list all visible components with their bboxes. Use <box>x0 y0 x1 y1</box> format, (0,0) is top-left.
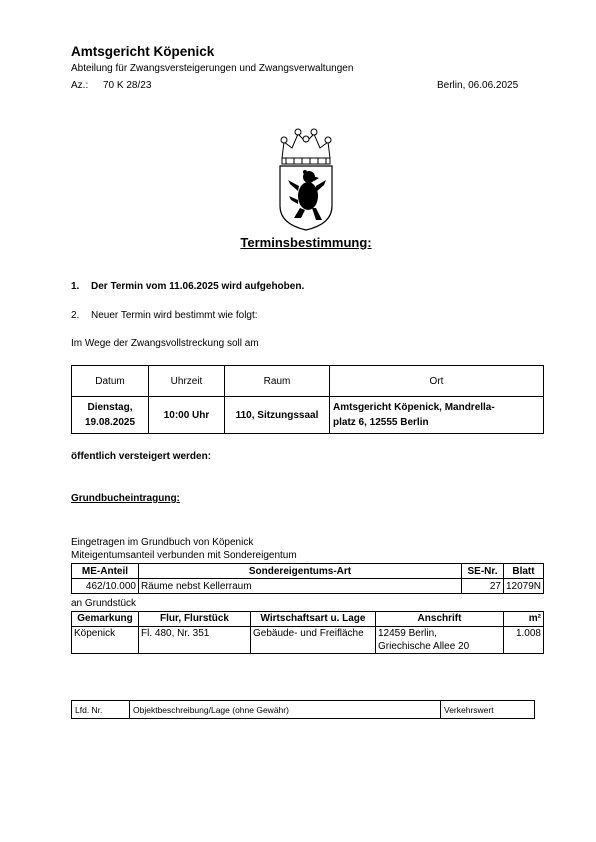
column-header: Datum <box>72 366 149 397</box>
plot-label: an Grundstück <box>71 598 137 609</box>
table-row <box>72 579 544 594</box>
location-cell: Amtsgericht Köpenick, Mandrella- platz 6, 12555 Berlin <box>330 397 544 434</box>
usage-cell: Gebäude- und Freifläche <box>251 627 376 654</box>
land-register-text: Eingetragen im Grundbuch von Köpenick <box>71 537 254 548</box>
court-name: Amtsgericht Köpenick <box>71 44 215 59</box>
column-header: Blatt <box>503 564 543 579</box>
table-header-row <box>72 701 535 719</box>
column-header: Lfd. Nr. <box>72 701 130 719</box>
item-number: 2. <box>71 310 80 321</box>
intro-text: Im Wege der Zwangsvollstreckung soll am <box>71 338 259 349</box>
sheet-cell: 12079N <box>503 579 543 594</box>
co-ownership-table <box>71 563 544 594</box>
date-cell: Dienstag, 19.08.2025 <box>72 397 149 434</box>
object-table <box>71 700 535 719</box>
column-header: Sondereigentums-Art <box>138 564 461 579</box>
type-cell: Räume nebst Kellerraum <box>138 579 461 594</box>
district-cell: Köpenick <box>72 627 139 654</box>
page-title: Terminsbestimmung: <box>240 235 372 250</box>
column-header: Ort <box>330 366 544 397</box>
table-header-row <box>72 612 544 627</box>
item-text: Der Termin vom 11.06.2025 wird aufgehoben. <box>91 281 305 292</box>
auction-statement: öffentlich versteigert werden: <box>71 451 212 462</box>
time-cell: 10:00 Uhr <box>149 397 225 434</box>
department: Abteilung für Zwangsversteigerungen und Zwangsverwaltungen <box>71 63 354 74</box>
column-header: Uhrzeit <box>149 366 225 397</box>
table-header-row <box>72 366 544 397</box>
column-header: Wirtschaftsart u. Lage <box>251 612 376 627</box>
table-row <box>72 397 544 434</box>
column-header: Objektbeschreibung/Lage (ohne Gewähr) <box>130 701 441 719</box>
item-number: 1. <box>71 281 80 292</box>
unit-number-cell: 27 <box>462 579 504 594</box>
column-header: Verkehrswert <box>441 701 535 719</box>
co-ownership-text: Miteigentumsanteil verbunden mit Sondereigentum <box>71 550 297 561</box>
column-header: Raum <box>225 366 330 397</box>
area-cell: 1.008 <box>504 627 544 654</box>
list-item <box>71 310 258 321</box>
item-text: Neuer Termin wird bestimmt wie folgt: <box>91 310 258 321</box>
berlin-coat-of-arms-icon <box>274 128 338 232</box>
share-cell: 462/10.000 <box>72 579 139 594</box>
table-header-row <box>72 564 544 579</box>
appointment-table <box>71 365 544 434</box>
room-cell: 110, Sitzungssaal <box>225 397 330 434</box>
column-header: Anschrift <box>376 612 504 627</box>
section-title: Grundbucheintragung: <box>71 493 180 504</box>
list-item <box>71 281 304 292</box>
plot-table <box>71 611 544 654</box>
column-header: SE-Nr. <box>462 564 504 579</box>
file-number-label: Az.: <box>71 80 89 91</box>
address-cell: 12459 Berlin, Griechische Allee 20 <box>376 627 504 654</box>
column-header: Flur, Flurstück <box>139 612 251 627</box>
table-row <box>72 627 544 654</box>
parcel-cell: Fl. 480, Nr. 351 <box>139 627 251 654</box>
file-number: 70 K 28/23 <box>103 80 152 91</box>
column-header: Gemarkung <box>72 612 139 627</box>
place-date: Berlin, 06.06.2025 <box>437 80 519 91</box>
column-header: m² <box>504 612 544 627</box>
column-header: ME-Anteil <box>72 564 139 579</box>
